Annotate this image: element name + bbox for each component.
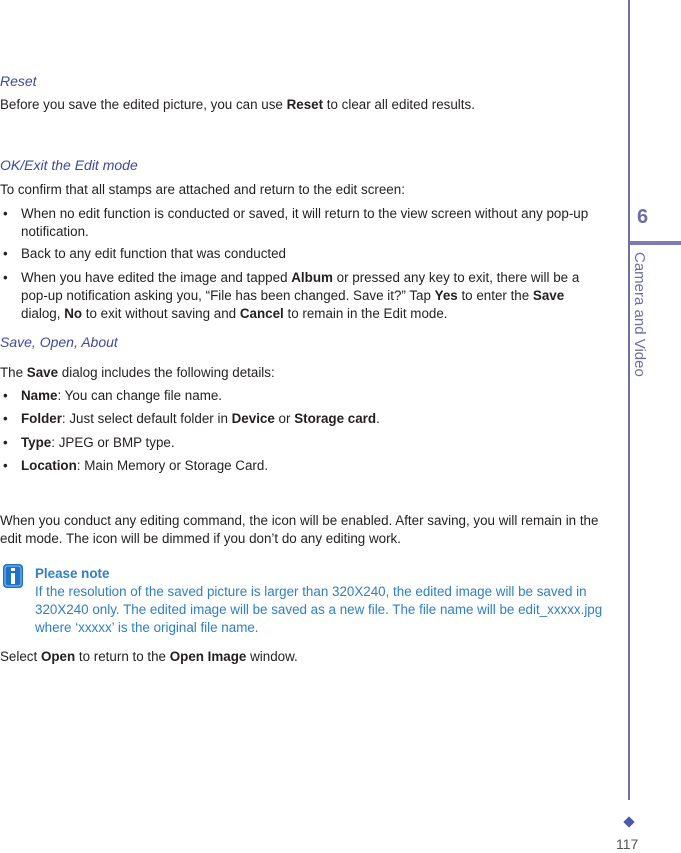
bullet-dot: • [3, 458, 8, 473]
list-item-text: When you have edited the image and tapped Album or pressed any key to exit, there will be a pop-up notification asking you, “File has been changed. Save it?” Tap Yes to enter the Save dialog, No to exit without saving and Cancel to remain in the Edit mode. [21, 270, 580, 321]
list-item-text: Back to any edit function that was conducted [21, 246, 287, 261]
note-body: If the resolution of the saved picture is larger than 320X240, the edited image will be saved in 320X240 only. The edited image will be saved as a new file. The file name will be edit_xxxxx.jpg where ‘xxxxx’ is the original file name. [35, 584, 603, 635]
reset-paragraph: Before you save the edited picture, you can use Reset to clear all edited results. [0, 97, 475, 112]
bullet-dot: • [3, 246, 8, 261]
bullet-dot: • [3, 411, 8, 426]
list-item [0, 387, 610, 405]
chapter-tab-bar [630, 241, 681, 245]
note-title: Please note [35, 566, 110, 581]
list-item-text: Type: JPEG or BMP type. [21, 435, 175, 450]
list-item-text: Folder: Just select default folder in Device or Storage card. [21, 411, 380, 426]
list-item-text: Location: Main Memory or Storage Card. [21, 458, 269, 473]
page-number: 117 [616, 836, 639, 852]
bullet-dot: • [3, 270, 8, 285]
list-item [0, 245, 610, 263]
list-item [0, 205, 610, 241]
bullet-dot: • [3, 388, 8, 403]
save-dialog-intro: The Save dialog includes the following details: [0, 365, 275, 380]
section-heading-save-open-about: Save, Open, About [0, 334, 118, 350]
bullet-dot: • [3, 206, 8, 221]
list-item [0, 410, 610, 428]
list-item-text: Name: You can change file name. [21, 388, 223, 403]
editing-command-paragraph: When you conduct any editing command, the icon will be enabled. After saving, you will remain in the edit mode. The icon will be dimmed if you don’t do any editing work. [0, 513, 599, 546]
list-item [0, 457, 610, 475]
list-item [0, 269, 610, 323]
bullet-dot: • [3, 435, 8, 450]
info-note-icon [2, 563, 24, 589]
ok-exit-intro: To confirm that all stamps are attached and return to the edit screen: [0, 182, 405, 197]
sidebar-vertical-line [628, 0, 630, 800]
list-item [0, 434, 610, 452]
final-instruction: Select Open to return to the Open Image window. [0, 649, 298, 664]
section-heading-ok-exit: OK/Exit the Edit mode [0, 157, 138, 173]
section-heading-reset: Reset [0, 73, 37, 89]
diamond-icon [623, 816, 634, 827]
chapter-number: 6 [637, 206, 649, 228]
list-item-text: When no edit function is conducted or saved, it will return to the view screen without any pop-up notification. [21, 206, 589, 239]
chapter-title: Camera and Video [631, 252, 648, 377]
